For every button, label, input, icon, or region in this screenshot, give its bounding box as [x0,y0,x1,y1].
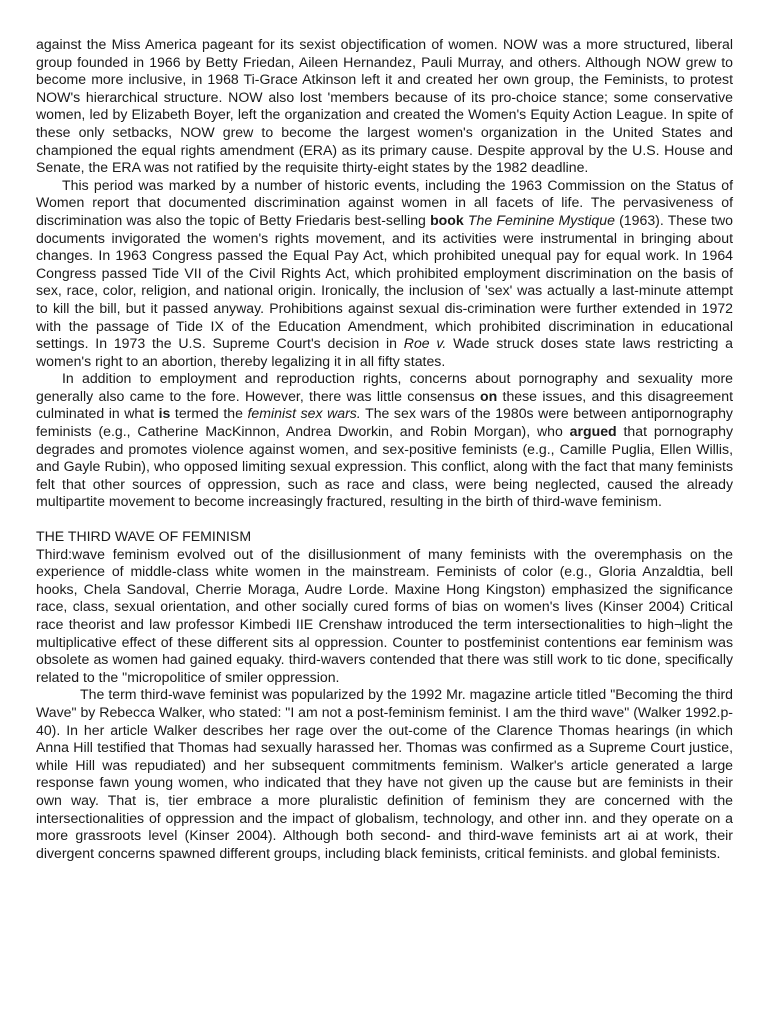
text-segment: The sex wars of the 1980s were between antipornography feminists (e.g., Catherine MacKinnon, Andrea Dworkin, and Robin Morgan), who [36,405,733,440]
text-segment: Wade struck doses state laws restricting a women's right to an abortion, thereby legalizing it in all fifty states. [36,335,734,369]
bold-term: book [430,211,464,228]
text-segment: these issues, and this disagreement culminated in what [36,387,733,422]
bold-term: argued [569,423,617,440]
case-name: Roe v. [403,335,447,352]
italic-term: feminist sex wars. [247,405,361,422]
paragraph-third-wave-origins: Third:wave feminism evolved out of the disillusionment of many feminists with the overemphasis on the experience of middle-class white women in the mainstream. Feminists of color (e.g., Gloria Anzaldtia, bell hooks, Chela Sandoval, Cherrie Moraga, Audre Lorde. Maxine Hong Kingston) emphasized the significance race, class, sexual orientation, and other socially cured forms of bias on women's lives (Kinser 2004) Critical race theorist and law professor Kimbedi IIE Crenshaw introduced the term intersectionalities to high¬light the multiplicative effect of these different sits al oppression. Counter to postfeminist contentions ear feminism was obsolete as women had gained equaky. third-wavers contended that there was still work to tic done, specifically related to the "micropolitice of smiler oppression. [36,545,733,685]
bold-term: on [479,387,498,404]
paragraph-historic-events [36,177,733,371]
text-segment: that pornography degrades and promotes violence against women, and sex-positive feminists (e.g., Camille Puglia, Ellen Willis, and Gayle Rubin), who opposed limiting sexual expression. This conflict, along with the fact that many feminists felt that other sources of oppression, such as race and class, were being neglected, caused the already multipartite movement to become increasingly fractured, resulting in the birth of third-wave feminism. [36,423,733,510]
section-heading: THE THIRD WAVE OF FEMINISM [36,528,252,545]
document-page [36,36,733,862]
bold-term: is [158,405,171,422]
text-segment: In addition to employment and reproduction rights, concerns about pornography and sexuality more generally also came to the fore. However, there was little consensus [36,370,733,404]
paragraph-sex-wars [36,370,733,511]
text-segment: (1963). These two documents invigorated the women's rights movement, and its activities were instrumental in bringing about changes. In 1963 Congress passed the Equal Pay Act, which prohibited unequal pay for equal work. In 1964 Congress passed Tide VII of the Civil Rights Act, which prohibited employment discrimination on the basis of sex, race, color, religion, and national origin. Ironically, the inclusion of 'sex' was actually a last-minute attempt to kill the bill, but it passed anyway. Prohibitions against sexual dis-crimination were further extended in 1972 with the passage of Tide IX of the Education Amendment, which prohibited discrimination in educational settings. In 1973 the U.S. Supreme Court's decision in [36,211,733,352]
book-title: The Feminine Mystique [467,211,615,228]
paragraph-third-wave-term: The term third-wave feminist was popularized by the 1992 Mr. magazine article titled "Becoming the third Wave" by Rebecca Walker, who stated: "I am not a post-feminism feminist. I am the third wave" (Walker 1992.p- 40). In her article Walker describes her rage over the out-come of the Clarence Thomas hearings (in which Anna Hill testified that Thomas had sexually harassed her. Thomas was confirmed as a Supreme Court justice, while Hill was repudiated) and her subsequent commitments feminism. Walker's article generated a large response fawn young women, who indicated that they have not given up the cause but are feminists in their own way. That is, tier embrace a more pluralistic definition of feminism they are concerned with the intersectionalities of oppression and the impact of globalism, technology, and other inn. and they operate on a more grassroots level (Kinser 2004). Although both second- and third-wave feminists art ai at work, their divergent concerns spawned different groups, including black feminists, critical feminists. and global feminists. [36,686,733,861]
paragraph-now-organization: against the Miss America pageant for its sexist objectification of women. NOW was a more structured, liberal group founded in 1966 by Betty Friedan, Aileen Hernandez, Pauli Murray, and others. Although NOW grew to become more inclusive, in 1968 Ti-Grace Atkinson left it and created her own group, the Feminists, to protest NOW's hierarchical structure. NOW also lost 'members because of its pro-choice stance; some conservative women, led by Elizabeth Boyer, left the organization and created the Women's Equity Action League. In spite of these only setbacks, NOW grew to become the largest women's organization in the United States and championed the equal rights amendment (ERA) as its primary cause. Despite approval by the U.S. House and Senate, the ERA was not ratified by the requisite thirty-eight states by the 1982 deadline. [36,36,733,176]
text-segment: termed the [170,405,248,422]
text-segment: This period was marked by a number of historic events, including the 1963 Commission on the Status of Women report that documented discrimination against women in all facets of life. The pervasiveness of discrimination was also the topic of Betty Friedaris best-selling [36,176,733,228]
